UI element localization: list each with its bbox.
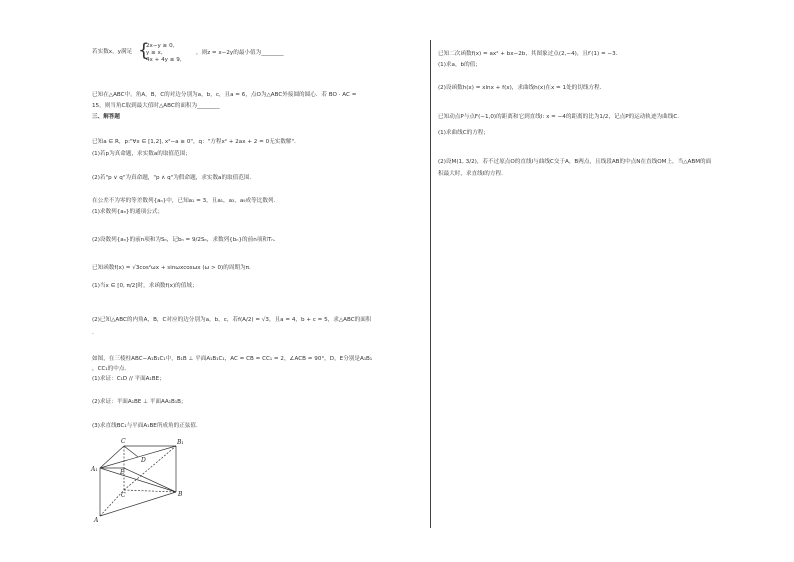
q6-line1: 如图，在三棱柱ABC−A₁B₁C₁中，B₁B ⊥ 平面A₁B₁C₁，AC = CB = CC₁ = 2，∠ACB = 90°，D，E分别是A₁B₁ [92, 356, 373, 362]
label-d: D [141, 457, 146, 464]
q1-prefix: 若实数x，y满足 [92, 49, 133, 55]
q6-part1: (1)求证：C₁D // 平面A₁BE； [92, 376, 165, 382]
line-a1b [100, 468, 176, 492]
q8-stem: 已知动点P与点F(−1,0)的距离和它到直线l: x = −4的距离的比为1/2，记点P的运动轨迹为曲线C． [438, 114, 683, 120]
q6-part2: (2)求证：平面A₁BE ⊥ 平面AA₁B₁B； [92, 399, 187, 405]
q4-stem: 在公差不为零的等差数列{aₙ}中，已知a₁ = 3，且a₁，a₃，a₉成等比数列． [92, 198, 280, 204]
q2-line2: 15，则当角C取到最大值时△ABC的面积为________ [92, 103, 220, 109]
label-a1: A₁ [91, 466, 98, 473]
label-c1: C [121, 438, 126, 445]
q6-line2: ，CC₁的中点． [92, 366, 131, 372]
q8-part2b: 积最大时，求直线l的方程． [438, 171, 507, 177]
q8-part1: (1)求曲线C的方程； [438, 130, 489, 136]
line-eb [124, 468, 176, 492]
label-b1: B₁ [177, 439, 184, 446]
column-divider [430, 40, 431, 528]
q3-part2: (2)若"p ∨ q"为真命题，"p ∧ q"为假命题，求实数a的取值范围． [92, 175, 256, 181]
q1-suffix: ，则z = x−2y的最小值为________ [196, 50, 284, 56]
q5-dot: . [92, 330, 94, 336]
q5-part1: (1)当x ∈ [0, π/2]时，求函数f(x)的值域； [92, 283, 198, 289]
prism-figure [88, 432, 198, 524]
edge-cb [124, 490, 176, 492]
q5-stem: 已知函数f(x) = √3cos²ωx + sinωxcosωx (ω > 0)的周期为π． [92, 265, 255, 271]
label-c: C [121, 492, 126, 499]
section-heading: 三、解答题 [92, 114, 120, 120]
label-b: B [178, 491, 183, 498]
line-cb1 [124, 446, 176, 490]
q3-part1: (1)若p为真命题，求实数a的取值范围； [92, 151, 191, 157]
q6-part3: (3)求直线BC₁与平面A₁BE所成角的正弦值． [92, 423, 202, 429]
system-brace: { [138, 40, 150, 61]
q4-part1: (1)求数列{aₙ}的通项公式； [92, 209, 164, 215]
q8-part2a: (2)设M(1, 3/2)，若不过原点O的直线l与曲线C交于A，B两点，且线段AB的中点N在直线OM上，当△ABM的面 [438, 159, 712, 165]
edge-ab [100, 492, 176, 516]
q1-eq1: 2x−y ≥ 0, [146, 43, 175, 49]
q4-part2: (2)设数列{aₙ}的前n项和为Sₙ，记bₙ = 9/2Sₙ，求数列{bₙ}的前n项和Tₙ． [92, 237, 280, 243]
q2-line1: 已知在△ABC中，角A，B，C的对边分别为a，b，c，且a = 6，点O为△ABC外接圆的圆心．若 BO · AC = [92, 92, 357, 98]
q7-part1: (1)求a，b的值； [438, 62, 481, 68]
q1-eq2: y ≥ x, [146, 50, 163, 56]
q3-stem: 已知a ∈ R，p:"∀x ∈ [1,2], x²−a ≥ 0"，q："方程x² + 2ax + 2 = 0无实数解"． [92, 139, 300, 145]
q5-part2: (2)已知△ABC的内角A，B，C对应的边分别为a，b，c，若f(A/2) = √3，且a = 4，b + c = 5，求△ABC的面积 [92, 317, 372, 323]
label-a: A [94, 517, 99, 524]
q1-eq3: 4x + 4y ≤ 9, [146, 57, 182, 63]
q7-part2: (2)设函数h(x) = xlnx + f(x)，求曲线h(x)在x = 1处的切线方程． [438, 85, 606, 91]
q7-stem: 已知二次函数f(x) = ax² + bx−2b，其图象过点(2,−4)，且f′(1) = −3． [438, 51, 622, 57]
label-e: E [120, 469, 125, 476]
line-c1d [124, 446, 138, 457]
